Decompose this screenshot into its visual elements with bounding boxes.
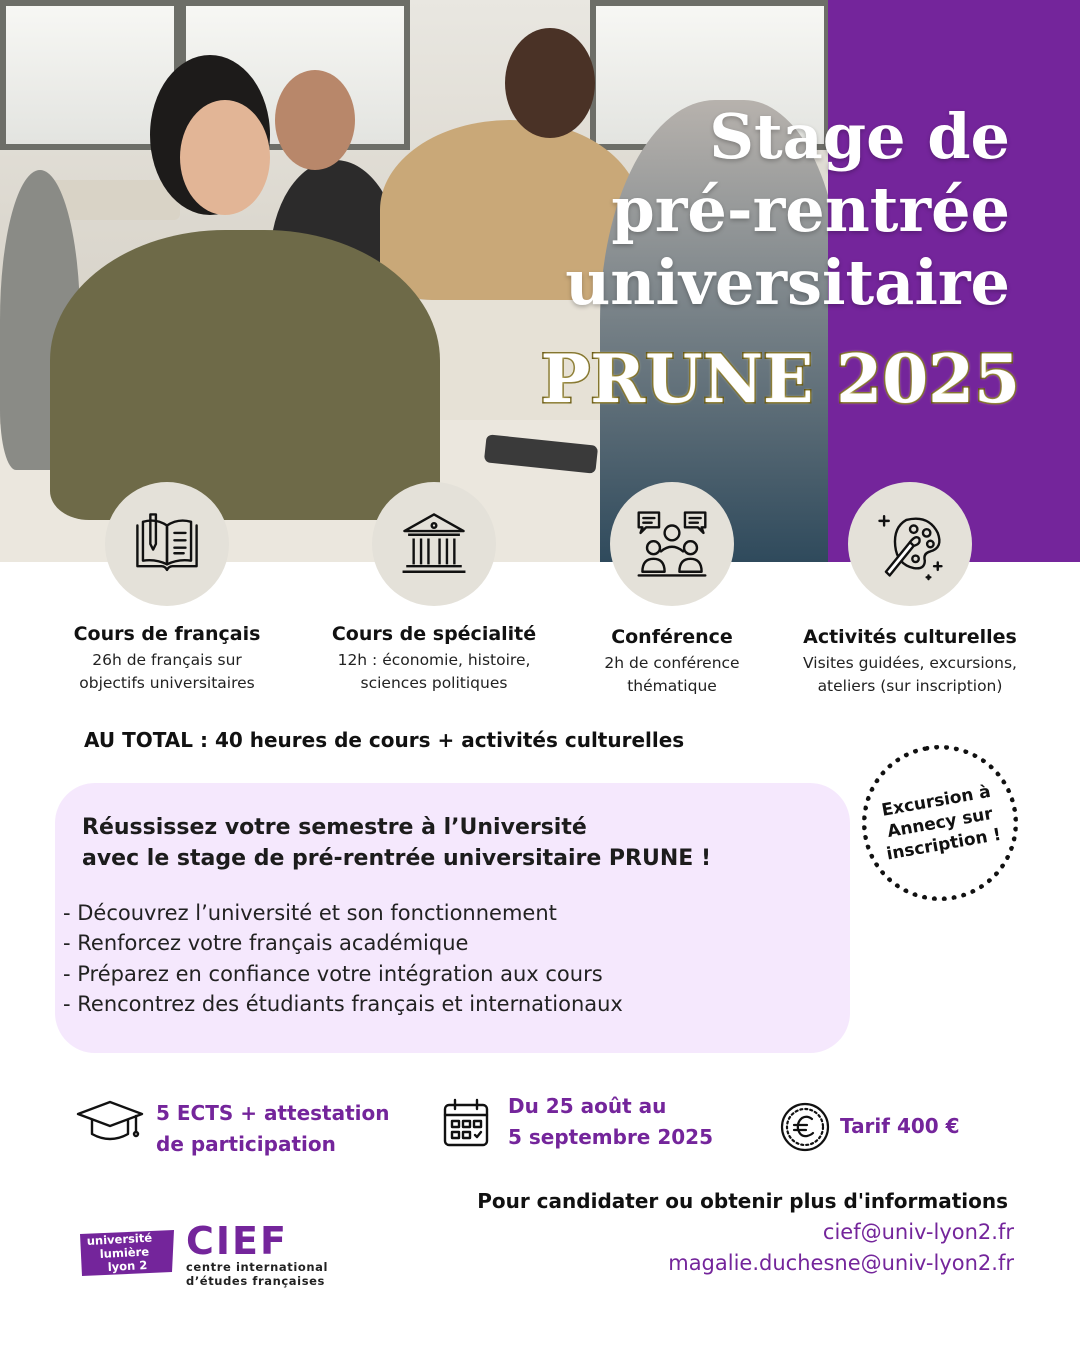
- feature-cours-specialite: [304, 623, 564, 696]
- benefits-list: [63, 898, 623, 1020]
- feature-description: 26h de français sur objectifs universitaires: [79, 651, 255, 693]
- feature-description: 12h : économie, histoire, sciences politiques: [337, 651, 531, 693]
- cief-logo: [186, 1219, 329, 1289]
- email-link-cief[interactable]: cief@univ-lyon2.fr: [822, 1220, 1014, 1244]
- cief-wordmark: CIEF: [186, 1219, 288, 1263]
- feature-cours-francais: [37, 623, 297, 696]
- badge-text: Excursion à Annecy sur inscription !: [880, 781, 1003, 865]
- feature-description: 2h de conférence thématique: [604, 654, 740, 696]
- conference-icon: [610, 482, 734, 606]
- graduation-cap-icon: [76, 1098, 144, 1150]
- title-highlight: PRUNE 2025: [540, 340, 1020, 418]
- universite-lumiere-lyon2-logo: [78, 1228, 176, 1284]
- tarif-text: Tarif 400 €: [840, 1114, 960, 1138]
- list-item: - Renforcez votre français académique: [63, 931, 469, 956]
- calendar-icon: [442, 1097, 490, 1149]
- book-icon: [105, 482, 229, 606]
- title-line: universitaire: [565, 246, 1010, 320]
- list-item: - Rencontrez des étudiants français et internationaux: [63, 992, 623, 1017]
- palette-icon: [848, 482, 972, 606]
- feature-conference: [542, 626, 802, 699]
- page-title: [565, 100, 1010, 319]
- excursion-badge: [850, 733, 1031, 914]
- feature-activites-culturelles: [770, 626, 1050, 699]
- total-hours: AU TOTAL : 40 heures de cours + activités culturelles: [84, 728, 685, 752]
- feature-title: Cours de spécialité: [331, 623, 537, 645]
- benefits-box: [55, 783, 850, 1053]
- dates-info: [442, 1094, 713, 1153]
- student-face: [180, 100, 270, 215]
- student-silhouette: [50, 230, 440, 520]
- feature-title: Cours de français: [73, 623, 261, 645]
- logo-ul-line: lyon 2: [107, 1257, 148, 1274]
- benefits-headline: Réussissez votre semestre à l’Université avec le stage de pré-rentrée universitaire PRUNE !: [82, 815, 711, 871]
- logo-ul-line: université: [86, 1230, 153, 1248]
- title-line: pré-rentrée: [611, 173, 1010, 247]
- email-link-duchesne[interactable]: magalie.duchesne@univ-lyon2.fr: [668, 1251, 1014, 1275]
- ects-info: [76, 1098, 390, 1160]
- cief-subtitle: centre international d’études françaises: [186, 1260, 329, 1289]
- euro-coin-icon: [780, 1102, 830, 1152]
- list-item: - Découvrez l’université et son fonctionnement: [63, 901, 557, 925]
- feature-title: Activités culturelles: [803, 626, 1017, 648]
- list-item: - Préparez en confiance votre intégration aux cours: [63, 961, 603, 986]
- student-head: [275, 70, 355, 170]
- logo-ul-line: lumière: [99, 1244, 150, 1261]
- feature-title: Conférence: [611, 626, 733, 648]
- ects-text: 5 ECTS + attestation de participation: [156, 1101, 390, 1156]
- contact-cta: Pour candidater ou obtenir plus d'informations: [477, 1189, 1008, 1213]
- dates-text: Du 25 août au 5 septembre 2025: [508, 1094, 713, 1149]
- university-building-icon: [372, 482, 496, 606]
- tarif-info: [780, 1102, 960, 1152]
- feature-description: Visites guidées, excursions, ateliers (sur inscription): [803, 654, 1017, 696]
- title-line: Stage de: [709, 100, 1010, 173]
